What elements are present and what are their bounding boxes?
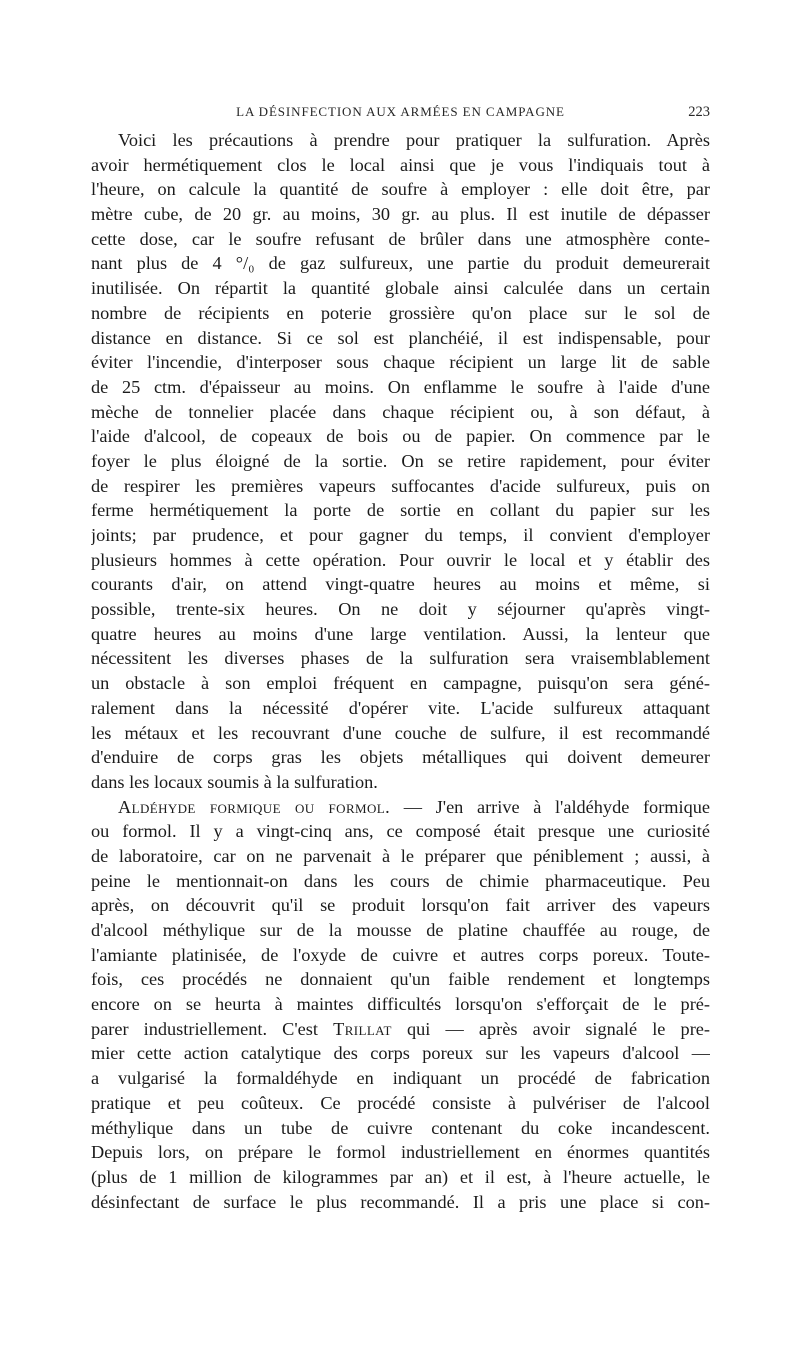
text-line: l'aide d'alcool, de copeaux de bois ou de papier. On commence par le xyxy=(91,426,710,447)
text-line: d'alcool méthylique sur de la mousse de platine chauffée au rouge, de xyxy=(91,920,710,940)
text-line: après, on découvrit qu'il se produit lorsqu'on fait arriver des vapeurs xyxy=(91,895,710,916)
author-line-start: parer industriellement. C'est xyxy=(91,1018,318,1039)
author-name: Trillat xyxy=(333,1018,392,1039)
text-line: cette dose, car le soufre refusant de brûler dans une atmosphère conte- xyxy=(91,228,710,249)
text-line: l'amiante platinisée, de l'oxyde de cuivre et autres corps poreux. Toute- xyxy=(91,944,710,965)
text-line: nécessitent les diverses phases de la sulfuration sera vraisemblablement xyxy=(91,648,710,669)
author-line xyxy=(91,1017,710,1042)
text-line: dans les locaux soumis à la sulfuration. xyxy=(91,771,378,792)
text-line: Depuis lors, on prépare le formol industriellement en énormes quantités xyxy=(91,1142,710,1163)
text-line: de laboratoire, car on ne parvenait à le préparer que péniblement ; aussi, à xyxy=(91,845,710,866)
text-line: un obstacle à son emploi fréquent en campagne, puisqu'on sera géné- xyxy=(91,673,710,694)
text-line: (plus de 1 million de kilogrammes par an) et il est, à l'heure actuelle, le xyxy=(91,1166,710,1187)
text-line: ferme hermétiquement la porte de sortie en collant du papier sur les xyxy=(91,500,710,521)
page-number: 223 xyxy=(688,104,710,120)
text-line: mier cette action catalytique des corps poreux sur les vapeurs d'alcool — xyxy=(91,1043,710,1064)
text-line: ou formol. Il y a vingt-cinq ans, ce composé était presque une curiosité xyxy=(91,821,710,842)
text-line: méthylique dans un tube de cuivre contenant du coke incandescent. xyxy=(91,1117,710,1138)
text-line: quatre heures au moins d'une large ventilation. Aussi, la lenteur que xyxy=(91,623,710,644)
text-line: joints; par prudence, et pour gagner du temps, il convient d'employer xyxy=(91,525,710,545)
text-line: avoir hermétiquement clos le local ainsi que je vous l'indiquais tout à xyxy=(91,154,710,175)
text-line: mètre cube, de 20 gr. au moins, 30 gr. au plus. Il est inutile de dépasser xyxy=(91,204,710,225)
text-line: pratique et peu coûteux. Ce procédé consiste à pulvériser de l'alcool xyxy=(91,1092,710,1113)
text-line: les métaux et les recouvrant d'une couche de sulfure, il est recommandé xyxy=(91,722,710,743)
text-line: foyer le plus éloigné de la sortie. On se retire rapidement, pour éviter xyxy=(91,450,710,471)
text-line: nombre de récipients en poterie grossière qu'on place sur le sol de xyxy=(91,302,710,323)
text-line: nant plus de 4 °/₀ de gaz sulfureux, une partie du produit demeurerait xyxy=(91,253,710,274)
text-line: désinfectant de surface le plus recommandé. Il a pris une place si con- xyxy=(91,1191,710,1212)
section-first-line-rest: — J'en arrive à l'aldéhyde formique xyxy=(390,796,710,817)
text-line: possible, trente-six heures. On ne doit y séjourner qu'après vingt- xyxy=(91,599,710,620)
text-line: de 25 ctm. d'épaisseur au moins. On enflamme le soufre à l'aide d'une xyxy=(91,376,710,397)
text-line: inutilisée. On répartit la quantité globale ainsi calculée dans un certain xyxy=(91,278,710,299)
body-text xyxy=(91,128,710,1214)
text-line: distance en distance. Si ce sol est planchéié, il est indispensable, pour xyxy=(91,327,710,348)
text-line: éviter l'incendie, d'interposer sous chaque récipient un large lit de sable xyxy=(91,352,710,373)
text-line: fois, ces procédés ne donnaient qu'un faible rendement et longtemps xyxy=(91,969,710,990)
text-line: Voici les précautions à prendre pour pratiquer la sulfuration. Après xyxy=(118,130,710,150)
author-line-rest: qui — après avoir signalé le pre- xyxy=(391,1018,710,1039)
text-line: l'heure, on calcule la quantité de soufre à employer : elle doit être, par xyxy=(91,179,710,200)
text-line: mèche de tonnelier placée dans chaque récipient ou, à son défaut, à xyxy=(91,401,710,422)
section-first-line xyxy=(91,795,710,820)
text-line: courants d'air, on attend vingt-quatre heures au moins et même, si xyxy=(91,574,710,595)
text-line: a vulgarisé la formaldéhyde en indiquant un procédé de fabrication xyxy=(91,1068,710,1089)
text-line: plusieurs hommes à cette opération. Pour ouvrir le local et y établir des xyxy=(91,549,710,570)
text-line: de respirer les premières vapeurs suffocantes d'acide sulfureux, puis on xyxy=(91,475,710,496)
running-title: LA DÉSINFECTION AUX ARMÉES EN CAMPAGNE xyxy=(236,104,565,119)
running-head xyxy=(91,101,710,123)
section-heading: Aldéhyde formique ou formol. xyxy=(118,796,391,817)
text-line: peine le mentionnait-on dans les cours de chimie pharmaceutique. Peu xyxy=(91,870,710,891)
text-line: encore on se heurta à maintes difficultés lorsqu'on s'efforçait de le pré- xyxy=(91,994,710,1015)
text-line: d'enduire de corps gras les objets métalliques qui doivent demeurer xyxy=(91,747,710,768)
text-line: ralement dans la nécessité d'opérer vite. L'acide sulfureux attaquant xyxy=(91,697,710,718)
